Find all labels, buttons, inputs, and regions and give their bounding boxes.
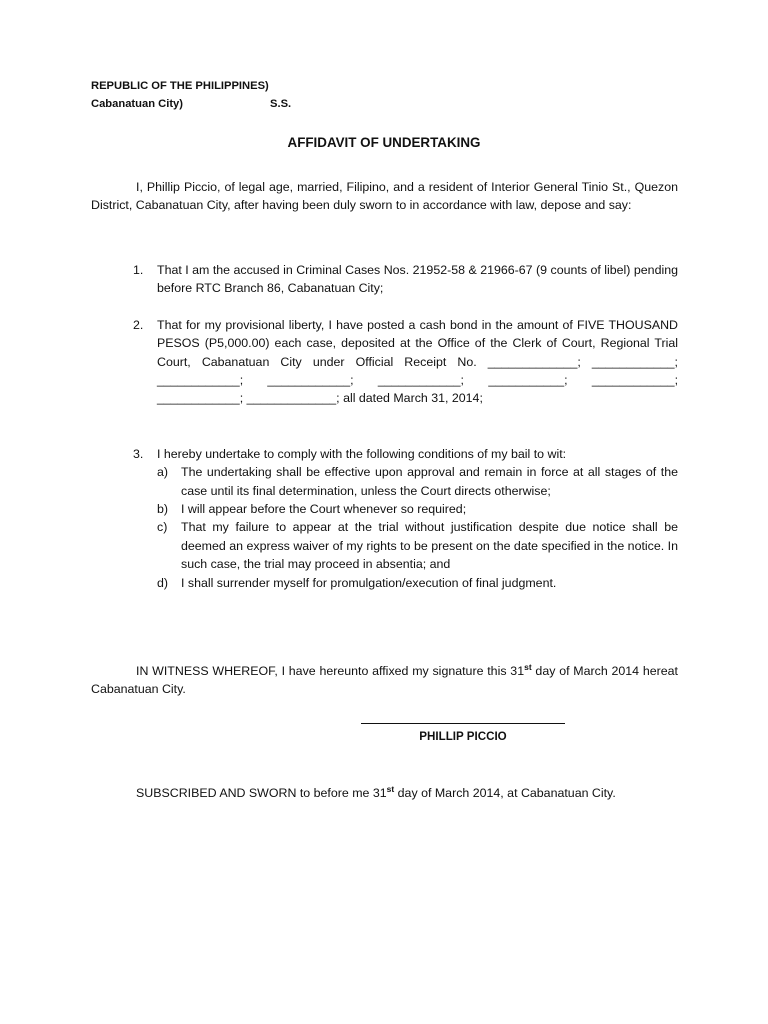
condition-a-letter: a) — [157, 465, 169, 480]
item-2-number: 2. — [133, 317, 144, 332]
list-item-2 — [91, 316, 678, 408]
condition-a — [157, 463, 678, 500]
item-2-text: That for my provisional liberty, I have posted a cash bond in the amount of FIVE THOUSAND PESOS (P5,000.00) each case, deposited at the Office of the Clerk of Court, Regional Trial Court, Cabanatuan City under Official Receipt No. — [157, 317, 678, 369]
item-2-body — [157, 316, 678, 408]
condition-a-text: The undertaking shall be effective upon approval and remain in force at all stages of the case until its final determination, unless the Court directs otherwise; — [181, 465, 678, 498]
item-3-body — [157, 445, 678, 592]
condition-b-letter: b) — [157, 502, 169, 517]
item-1-number: 1. — [133, 263, 144, 277]
condition-c-letter: c) — [157, 520, 168, 535]
item-3-number: 3. — [133, 446, 144, 461]
jurat — [91, 784, 691, 802]
venue-ss: S.S. — [270, 98, 292, 110]
condition-d-letter: d) — [157, 575, 169, 590]
signature-line — [361, 723, 565, 724]
intro-paragraph — [91, 178, 678, 215]
item-3-text: I hereby undertake to comply with the following conditions of my bail to wit: — [157, 446, 567, 461]
condition-d-text: I shall surrender myself for promulgation/execution of final judgment. — [181, 575, 557, 590]
receipt-blanks-2: ___________; ____________; ____________; _____________; — [157, 373, 679, 406]
list-item-1 — [91, 261, 678, 298]
condition-d — [157, 574, 678, 592]
witness-text-before: IN WITNESS WHEREOF, I have hereunto affixed my signature this 31 — [136, 664, 525, 678]
condition-c-text: That my failure to appear at the trial without justification despite due notice shall be deemed an express waiver of my rights to be present on the date specified in the notice. In such case, the trial may proceed in absentia; and — [181, 520, 678, 572]
jurat-text-before: SUBSCRIBED AND SWORN to before me 31 — [136, 786, 387, 800]
signatory-name: PHILLIP PICCIO — [419, 730, 507, 743]
intro-text: I, Phillip Piccio, of legal age, married, Filipino, and a resident of Interior General Tinio St., Quezon District, Cabanatuan City, after having been duly sworn to in accordance with law, depose and say: — [91, 180, 678, 213]
jurat-text-after: day of March 2014, at Cabanatuan City. — [394, 786, 616, 800]
witness-clause — [91, 662, 678, 699]
numbered-list — [91, 261, 678, 592]
witness-text-after: day of March 2014 hereat Cabanatuan City. — [91, 664, 678, 697]
document-title: AFFIDAVIT OF UNDERTAKING — [287, 135, 481, 150]
condition-b — [157, 500, 678, 518]
venue-header — [91, 77, 291, 113]
condition-c — [157, 518, 678, 573]
jurat-sup: st — [386, 783, 395, 794]
receipt-blanks-1: _____________; ____________; ____________; ____________; ____________; — [157, 354, 678, 388]
venue-city: Cabanatuan City) — [91, 98, 183, 110]
item-1-text: That I am the accused in Criminal Cases Nos. 21952-58 & 21966-67 (9 counts of libel) pending before RTC Branch 86, Cabanatuan City; — [157, 263, 678, 296]
condition-b-text: I will appear before the Court whenever so required; — [181, 502, 467, 517]
venue-country: REPUBLIC OF THE PHILIPPINES) — [91, 80, 269, 92]
witness-sup: st — [524, 661, 532, 672]
item-2-tail: all dated March 31, 2014; — [343, 391, 483, 406]
list-item-3 — [91, 445, 678, 592]
